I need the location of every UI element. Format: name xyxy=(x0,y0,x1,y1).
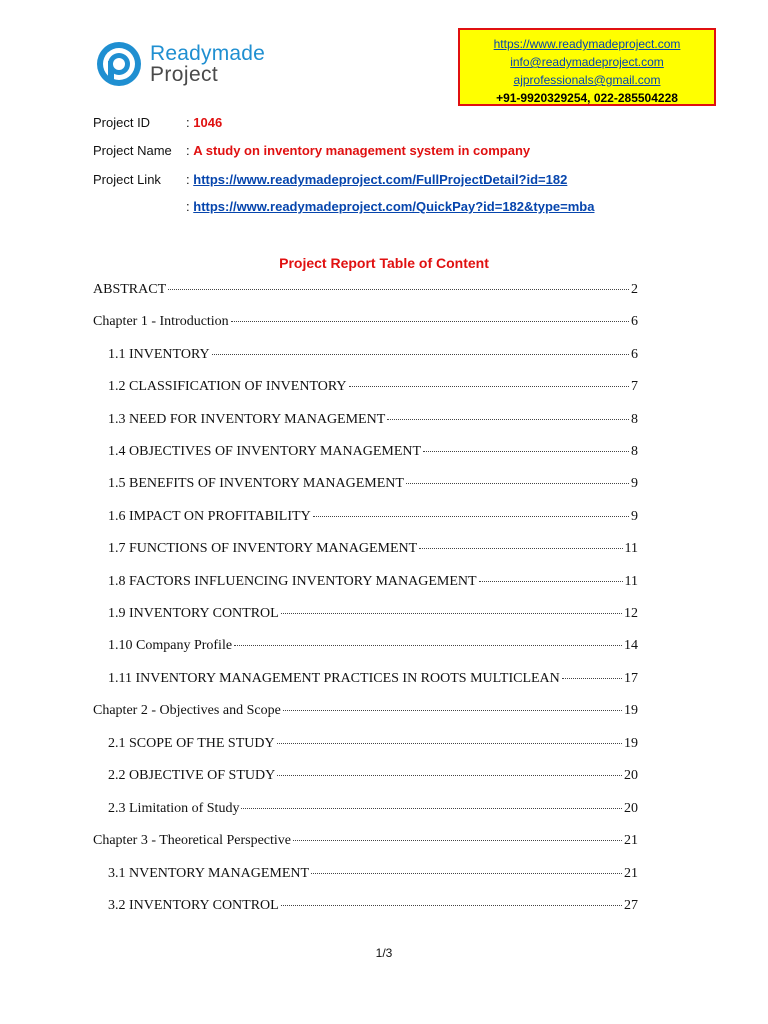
toc-entry-title: 1.5 BENEFITS OF INVENTORY MANAGEMENT xyxy=(108,476,404,491)
toc-dot-leader xyxy=(293,840,622,841)
toc-entry[interactable] xyxy=(93,314,638,334)
full-project-detail-link[interactable]: https://www.readymadeproject.com/FullProjectDetail?id=182 xyxy=(193,172,568,187)
toc-dot-leader xyxy=(241,808,622,809)
toc-dot-leader xyxy=(281,613,622,614)
toc-entry-page: 17 xyxy=(624,671,638,686)
toc-entry[interactable] xyxy=(108,347,638,367)
toc-entry[interactable] xyxy=(108,606,638,626)
phone-numbers: +91-9920329254, 022-285504228 xyxy=(496,91,678,105)
toc-entry-page: 6 xyxy=(631,347,638,362)
toc-dot-leader xyxy=(423,451,629,452)
toc-entry-title: 3.1 NVENTORY MANAGEMENT xyxy=(108,866,310,881)
toc-entry[interactable] xyxy=(108,671,638,691)
toc-dot-leader xyxy=(277,743,622,744)
toc-dot-leader xyxy=(406,483,629,484)
toc-entry-page: 11 xyxy=(624,574,638,589)
toc-dot-leader xyxy=(562,678,622,679)
toc-dot-leader xyxy=(281,905,622,906)
toc-entry-title: Chapter 3 - Theoretical Perspective xyxy=(93,833,291,848)
project-id-label: Project ID xyxy=(93,115,151,130)
toc-entry[interactable] xyxy=(108,412,638,432)
project-link-sep: : xyxy=(186,172,190,187)
toc-entry[interactable] xyxy=(108,866,638,886)
toc-title: Project Report Table of Content xyxy=(279,255,489,271)
toc-entry[interactable] xyxy=(108,379,638,399)
toc-entry[interactable] xyxy=(108,541,638,561)
toc-entry-title: 2.2 OBJECTIVE OF STUDY xyxy=(108,768,276,783)
toc-entry[interactable] xyxy=(108,444,638,464)
toc-entry-title: 1.8 FACTORS INFLUENCING INVENTORY MANAGEMENT xyxy=(108,574,477,589)
page-indicator: 1/3 xyxy=(375,946,393,960)
toc-entry-page: 6 xyxy=(631,314,638,329)
quick-pay-link[interactable]: https://www.readymadeproject.com/QuickPay?id=182&type=mba xyxy=(193,199,595,214)
toc-entry-page: 9 xyxy=(631,476,638,491)
toc-entry-title: 1.6 IMPACT ON PROFITABILITY xyxy=(108,509,311,524)
toc-entry[interactable] xyxy=(108,638,638,658)
project-link-label: Project Link xyxy=(93,172,161,187)
toc-dot-leader xyxy=(311,873,622,874)
toc-entry-page: 19 xyxy=(624,736,638,751)
toc-entry-page: 27 xyxy=(624,898,638,913)
project-name-label: Project Name xyxy=(93,143,172,158)
toc-entry[interactable] xyxy=(93,703,638,723)
toc-entry-title: Chapter 2 - Objectives and Scope xyxy=(93,703,281,718)
toc-entry-title: 1.4 OBJECTIVES OF INVENTORY MANAGEMENT xyxy=(108,444,422,459)
toc-entry[interactable] xyxy=(108,736,638,756)
company-logo xyxy=(96,38,286,90)
toc-entry[interactable] xyxy=(108,898,638,918)
toc-entry-title: 1.11 INVENTORY MANAGEMENT PRACTICES IN ROOTS MULTICLEAN xyxy=(108,671,560,686)
project-link2-sep: : xyxy=(186,199,190,214)
toc-entry-title: 2.3 Limitation of Study xyxy=(108,801,240,816)
toc-dot-leader xyxy=(231,321,629,322)
logo-wordmark-line2: Project xyxy=(150,63,219,86)
toc-entry-page: 12 xyxy=(624,606,638,621)
toc-entry-page: 21 xyxy=(624,866,638,881)
toc-entry-title: Chapter 1 - Introduction xyxy=(93,314,229,329)
toc-entry[interactable] xyxy=(93,282,638,302)
toc-dot-leader xyxy=(168,289,629,290)
toc-entry-title: 1.3 NEED FOR INVENTORY MANAGEMENT xyxy=(108,412,386,427)
toc-entry-page: 8 xyxy=(631,412,638,427)
toc-entry[interactable] xyxy=(108,801,638,821)
email-link-ajprofessionals[interactable]: ajprofessionals@gmail.com xyxy=(513,73,661,87)
email-link-info[interactable]: info@readymadeproject.com xyxy=(510,55,664,69)
project-name-value: A study on inventory management system in company xyxy=(193,143,531,158)
project-link2-value-wrap xyxy=(186,199,594,214)
project-link-value-wrap xyxy=(186,172,567,187)
toc-entry[interactable] xyxy=(93,833,638,853)
logo-wordmark-line1: Readymade xyxy=(150,42,266,65)
website-link[interactable]: https://www.readymadeproject.com xyxy=(493,37,681,51)
project-name-sep: : xyxy=(186,143,190,158)
toc-dot-leader xyxy=(212,354,629,355)
contact-box xyxy=(458,28,716,106)
toc-entry-page: 20 xyxy=(624,768,638,783)
toc-dot-leader xyxy=(419,548,622,549)
project-id-sep: : xyxy=(186,115,190,130)
toc-entry-page: 11 xyxy=(624,541,638,556)
toc-entry-page: 9 xyxy=(631,509,638,524)
toc-entry[interactable] xyxy=(108,768,638,788)
toc-entry-page: 19 xyxy=(624,703,638,718)
toc-entry-title: 1.7 FUNCTIONS OF INVENTORY MANAGEMENT xyxy=(108,541,418,556)
toc-entry-page: 2 xyxy=(631,282,638,297)
readymade-logo-icon xyxy=(96,41,142,87)
toc-entry-page: 14 xyxy=(624,638,638,653)
toc-entry-title: 1.2 CLASSIFICATION OF INVENTORY xyxy=(108,379,347,394)
toc-entry-title: 2.1 SCOPE OF THE STUDY xyxy=(108,736,275,751)
toc-dot-leader xyxy=(277,775,622,776)
toc-entry-title: 3.2 INVENTORY CONTROL xyxy=(108,898,279,913)
toc-entry-page: 7 xyxy=(631,379,638,394)
toc-dot-leader xyxy=(283,710,622,711)
toc-dot-leader xyxy=(349,386,629,387)
toc-entry-page: 20 xyxy=(624,801,638,816)
toc-dot-leader xyxy=(479,581,623,582)
project-name-value-wrap xyxy=(186,143,530,158)
toc-entry-title: 1.1 INVENTORY xyxy=(108,347,210,362)
toc-entry-title: ABSTRACT xyxy=(93,282,167,297)
project-id-value: 1046 xyxy=(193,115,223,130)
toc-entry[interactable] xyxy=(108,476,638,496)
toc-entry-page: 8 xyxy=(631,444,638,459)
project-id-value-wrap xyxy=(186,115,222,130)
toc-entry[interactable] xyxy=(108,574,638,594)
toc-dot-leader xyxy=(387,419,629,420)
toc-entry-title: 1.9 INVENTORY CONTROL xyxy=(108,606,279,621)
toc-entry-title: 1.10 Company Profile xyxy=(108,638,233,653)
toc-entry[interactable] xyxy=(108,509,638,529)
toc-entry-page: 21 xyxy=(624,833,638,848)
toc-dot-leader xyxy=(313,516,629,517)
toc-dot-leader xyxy=(234,645,622,646)
